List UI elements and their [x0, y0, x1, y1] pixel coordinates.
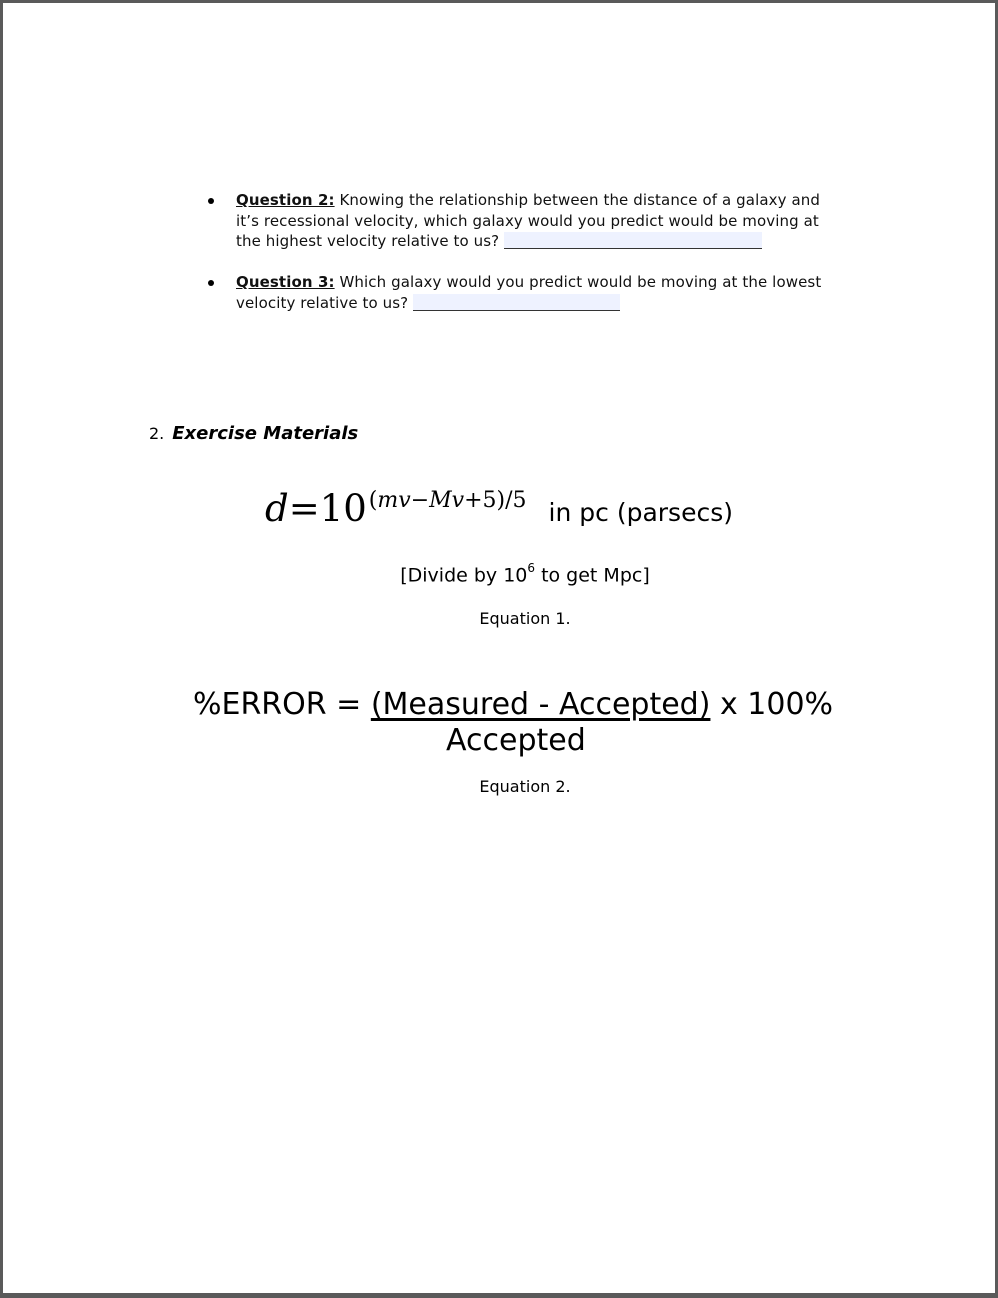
- question-2-line3: the highest velocity relative to us?: [236, 232, 505, 250]
- equation-2-numerator: (Measured - Accepted): [370, 687, 711, 722]
- equation-1-caption: Equation 1.: [479, 609, 571, 628]
- document-page: [3, 3, 995, 1293]
- note-exponent: 6: [527, 561, 536, 575]
- equation-2-multiplier: x 100%: [710, 687, 834, 722]
- question-2-text: [236, 190, 876, 252]
- exponent-apparent-mag: mv: [377, 488, 411, 513]
- bullet-point: [208, 198, 214, 204]
- exponent-absolute-mag: Mv: [429, 488, 465, 513]
- distance-equation: [265, 487, 733, 530]
- question-3-answer-field[interactable]: [413, 294, 620, 311]
- question-2-answer-field[interactable]: [504, 232, 762, 249]
- equation-1-equals: =: [288, 487, 320, 530]
- equation-1-lhs: d: [265, 487, 289, 530]
- note-suffix: to get Mpc]: [535, 564, 650, 587]
- question-2: [236, 190, 876, 252]
- question-3-text: [236, 272, 876, 313]
- question-2-label: Question 2:: [236, 191, 335, 209]
- section-title: Exercise Materials: [172, 423, 359, 444]
- note-prefix: [Divide by 10: [400, 564, 528, 587]
- equation-2-lhs: %ERROR =: [193, 687, 371, 722]
- equation-1-base: 10: [319, 487, 367, 530]
- question-3-label: Question 3:: [236, 273, 335, 291]
- bullet-point: [208, 280, 214, 286]
- exponent-rest: +5)/5: [464, 488, 527, 513]
- exponent-open: (: [368, 488, 378, 513]
- question-3: [236, 272, 876, 313]
- question-3-line2: velocity relative to us?: [236, 293, 414, 312]
- equation-1-unit: in pc (parsecs): [548, 498, 733, 527]
- question-2-line1: Knowing the relationship between the distance of a galaxy and: [334, 191, 820, 209]
- section-heading: [149, 423, 358, 444]
- percent-error-equation: [193, 687, 833, 722]
- equation-2-caption: Equation 2.: [479, 777, 571, 796]
- exponent-minus: −: [410, 488, 430, 513]
- equation-1-note: [3, 563, 995, 586]
- question-2-line2: it’s recessional velocity, which galaxy would you predict would be moving at: [236, 211, 819, 230]
- section-number: 2.: [149, 424, 165, 443]
- question-3-line1: Which galaxy would you predict would be moving at the lowest: [334, 273, 822, 291]
- equation-1-exponent: [369, 488, 527, 513]
- equation-2-denominator: Accepted: [446, 723, 586, 758]
